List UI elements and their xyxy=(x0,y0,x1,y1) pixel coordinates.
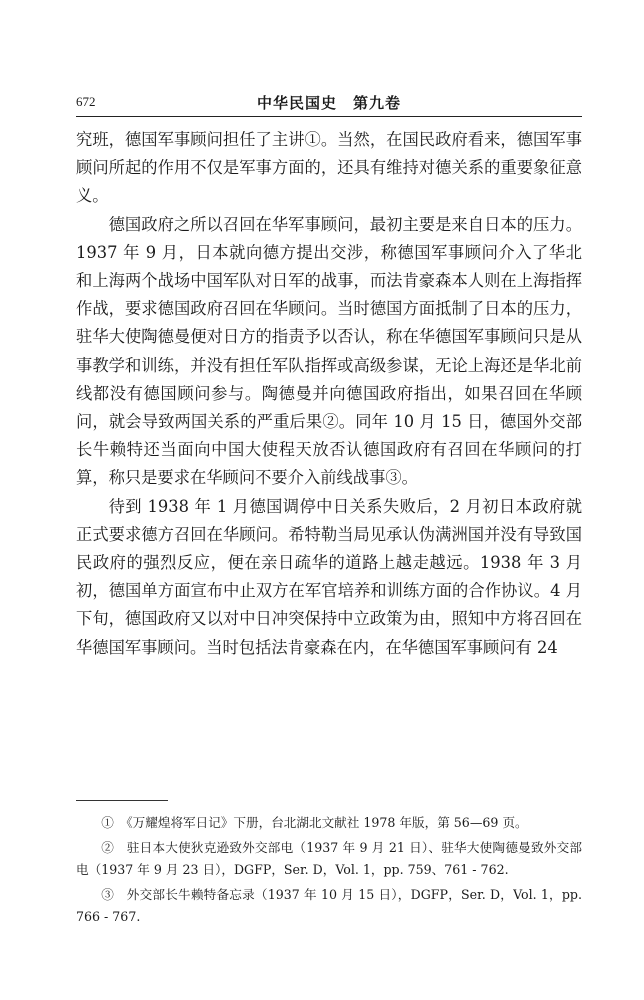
page-number: 672 xyxy=(76,94,96,109)
page-header xyxy=(76,92,582,114)
footnotes xyxy=(76,812,582,931)
footnote: ③ 外交部长牛赖特备忘录（1937 年 10 月 15 日），DGFP，Ser. D，Vol. 1，pp. 766 - 767. xyxy=(76,887,582,924)
paragraph: 待到 1938 年 1 月德国调停中日关系失败后，2 月初日本政府就正式要求德方召回在华顾问。希特勒当局见承认伪满洲国并没有导致国民政府的强烈反应，便在亲日疏华的道路上越走越远。1938 年 3 月初，德国单方面宣布中止双方在军官培养和训练方面的合作协议。4 月下旬，德国政府又以对中日冲突保持中立政策为由，照知中方将召回在华德国军事顾问。当时包括法肯豪森在内，在华德国军事顾问有 24 xyxy=(76,496,582,657)
footnote: ② 驻日本大使狄克逊致外交部电（1937 年 9 月 21 日）、驻华大使陶德曼致外交部电（1937 年 9 月 23 日），DGFP，Ser. D，Vol. 1，pp. 759、761 - 762. xyxy=(76,840,582,877)
running-title: 中华民国史 第九卷 xyxy=(256,94,401,112)
footnote-rule xyxy=(76,800,168,801)
paragraph: 德国政府之所以召回在华军事顾问，最初主要是来自日本的压力。1937 年 9 月，日本就向德方提出交涉，称德国军事顾问介入了华北和上海两个战场中国军队对日军的战事，而法肯豪森本人则在上海指挥作战，要求德国政府召回在华顾问。当时德国方面抵制了日本的压力，驻华大使陶德曼便对日方的指责予以否认，称在华德国军事顾问只是从事教学和训练，并没有担任军队指挥或高级参谋，无论上海还是华北前线都没有德国顾问参与。陶德曼并向德国政府指出，如果召回在华顾问，就会导致两国关系的严重后果②。同年 10 月 15 日，德国外交部长牛赖特还当面向中国大使程天放否认德国政府有召回在华顾问的打算，称只是要求在华顾问不要介入前线战事③。 xyxy=(76,214,582,488)
header-rule xyxy=(76,116,582,117)
body-text xyxy=(76,126,582,662)
paragraph-continued: 究班，德国军事顾问担任了主讲①。当然，在国民政府看来，德国军事顾问所起的作用不仅是军事方面的，还具有维持对德关系的重要象征意义。 xyxy=(76,130,582,206)
footnote: ① 《万耀煌将军日记》下册，台北湖北文献社 1978 年版，第 56—69 页。 xyxy=(101,815,528,830)
